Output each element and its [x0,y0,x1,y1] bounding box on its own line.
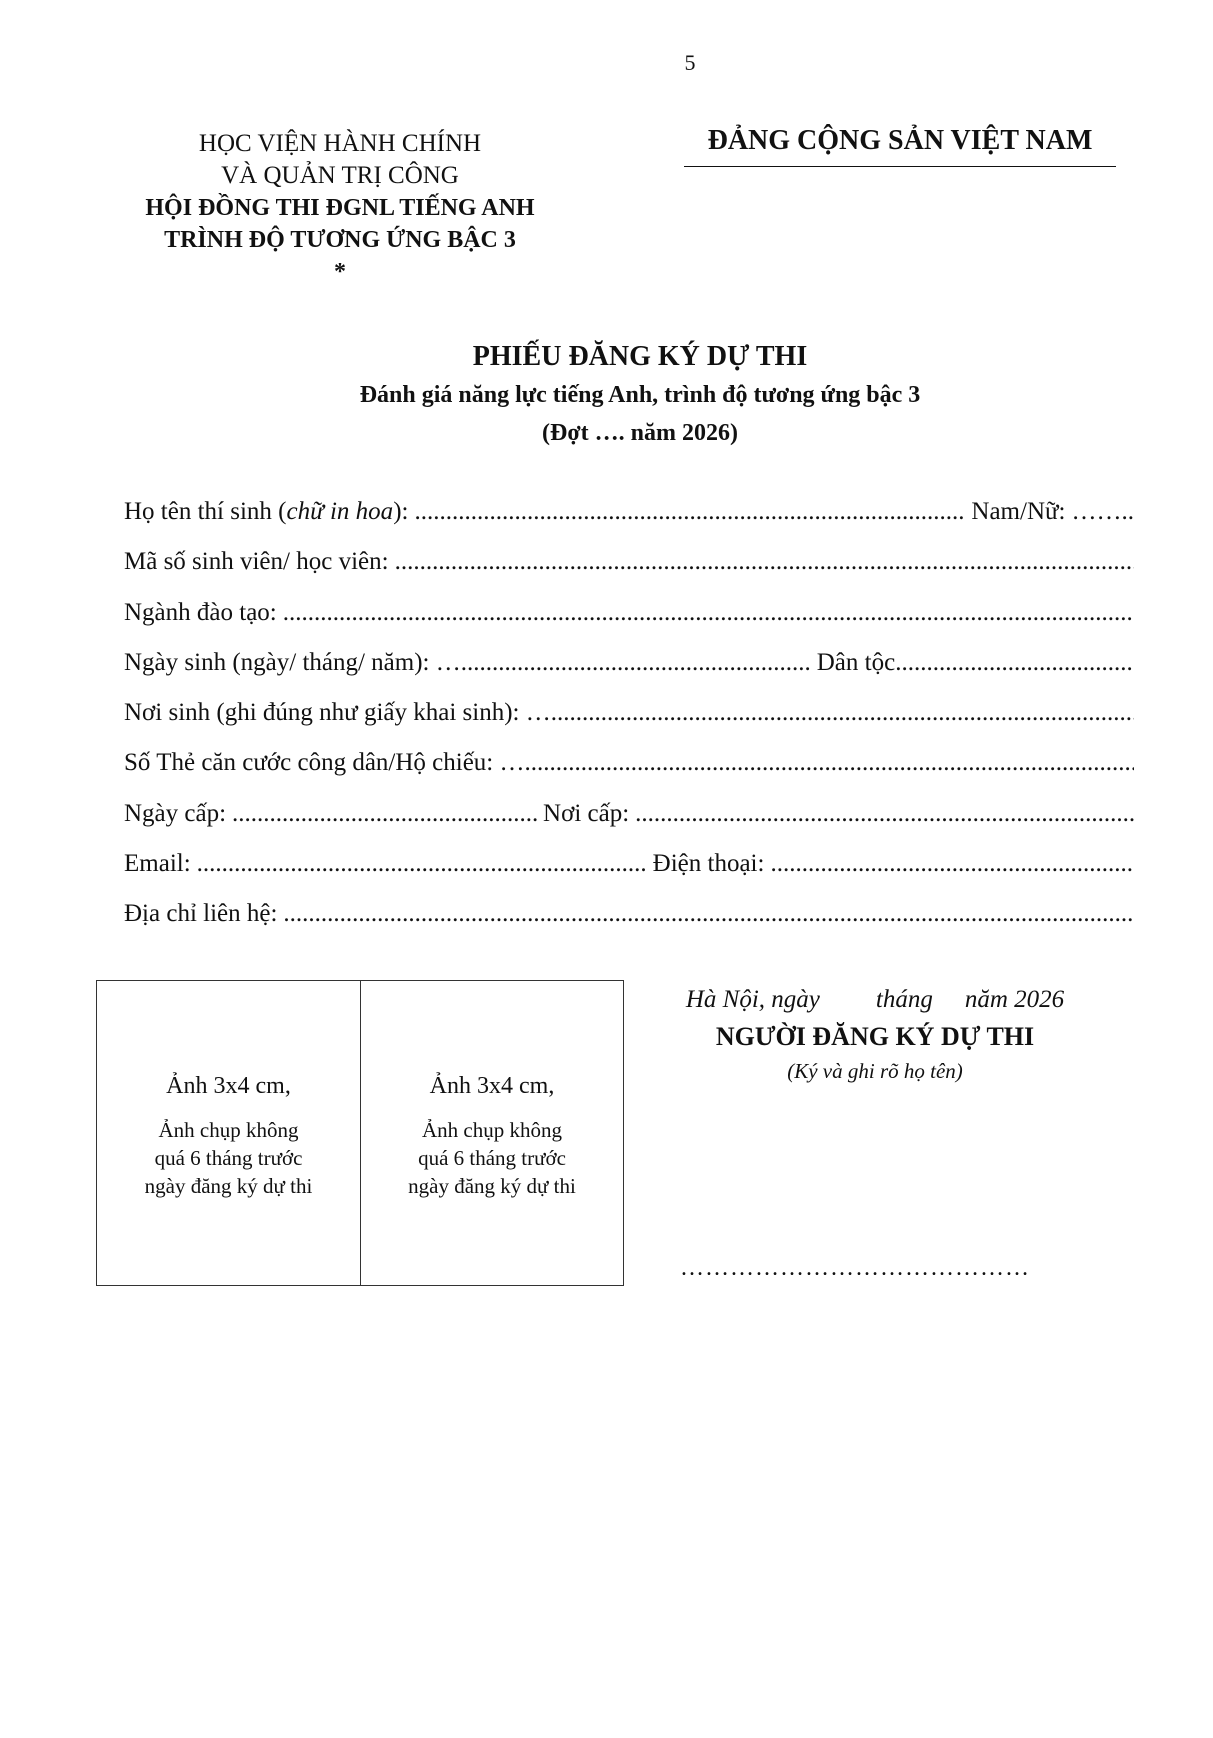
dob-blank[interactable] [461,643,811,683]
dob-label: Ngày sinh (ngày/ tháng/ năm): … [124,648,461,676]
issue-place-blank[interactable] [635,794,1134,834]
field-major[interactable] [124,593,1134,643]
id-card-label: Số Thẻ căn cước công dân/Hộ chiếu: … [124,749,525,777]
signature-date: Hà Nội, ngày tháng năm 2026 [685,986,1065,1013]
photo-box-2[interactable] [360,981,623,1285]
full-name-label: Họ tên thí sinh (chữ in hoa): [124,498,409,525]
photo-boxes [96,980,624,1286]
field-email-phone[interactable] [124,844,1134,894]
org-line-1: HỌC VIỆN HÀNH CHÍNH [198,130,482,157]
signature-title: NGƯỜI ĐĂNG KÝ DỰ THI [715,1022,1035,1051]
council-line-2: TRÌNH ĐỘ TƯƠNG ỨNG BẬC 3 [164,227,516,253]
id-card-blank[interactable] [525,743,1134,783]
gender-label: Nam/Nữ: [971,498,1066,525]
page-number: 5 [684,50,696,75]
email-label: Email: [124,850,191,878]
field-full-name[interactable] [124,492,1134,542]
photo-note: Ảnh chụp không quá 6 tháng trước ngày đăng ký dự thi [408,1118,576,1198]
field-date-of-birth[interactable] [124,643,1134,693]
address-blank[interactable] [283,894,1134,934]
form-subtitle: Đánh giá năng lực tiếng Anh, trình độ tương ứng bậc 3 [359,382,921,408]
issue-date-label: Ngày cấp: [124,799,227,827]
student-id-label: Mã số sinh viên/ học viên: [124,548,389,576]
form-title-block [0,338,1213,452]
issue-place-label: Nơi cấp: [543,799,630,827]
full-name-blank[interactable] [414,492,965,532]
field-address[interactable] [124,894,1134,944]
birthplace-blank[interactable] [551,693,1134,733]
registration-fields [124,492,1134,945]
form-round: (Đợt …. năm 2026) [542,420,738,446]
ethnicity-label: Dân tộc [816,648,896,676]
field-id-card[interactable] [124,743,1134,793]
issue-date-blank[interactable] [232,794,537,834]
photo-note: Ảnh chụp không quá 6 tháng trước ngày đăng ký dự thi [144,1118,313,1198]
header-star: * [334,259,346,285]
major-blank[interactable] [283,593,1134,633]
party-header: ĐẢNG CỘNG SẢN VIỆT NAM [707,125,1093,156]
org-line-2: VÀ QUẢN TRỊ CÔNG [221,162,459,189]
student-id-blank[interactable] [395,542,1134,582]
signature-block [640,982,1110,1086]
signature-hint: (Ký và ghi rõ họ tên) [787,1059,963,1083]
email-blank[interactable] [197,844,647,884]
ethnicity-blank[interactable] [895,643,1134,683]
address-label: Địa chỉ liên hệ: [124,900,278,928]
photo-size-label: Ảnh 3x4 cm, [429,1073,555,1099]
issuing-organization [110,128,570,288]
birthplace-label: Nơi sinh (ghi đúng như giấy khai sinh): … [124,699,551,727]
photo-size-label: Ảnh 3x4 cm, [166,1073,291,1099]
field-birthplace[interactable] [124,693,1134,743]
major-label: Ngành đào tạo: [124,598,277,626]
photo-box-1[interactable] [97,981,360,1285]
signature-line[interactable]: …………………………………… [680,1255,1030,1281]
party-header-underline [684,166,1116,167]
council-line-1: HỘI ĐỒNG THI ĐGNL TIẾNG ANH [145,195,535,221]
field-student-id[interactable] [124,542,1134,592]
field-issue-date-place[interactable] [124,794,1134,844]
form-title: PHIẾU ĐĂNG KÝ DỰ THI [472,341,808,372]
phone-blank[interactable] [770,844,1134,884]
gender-blank[interactable]: …….. [1071,498,1134,525]
phone-label: Điện thoại: [652,850,765,878]
